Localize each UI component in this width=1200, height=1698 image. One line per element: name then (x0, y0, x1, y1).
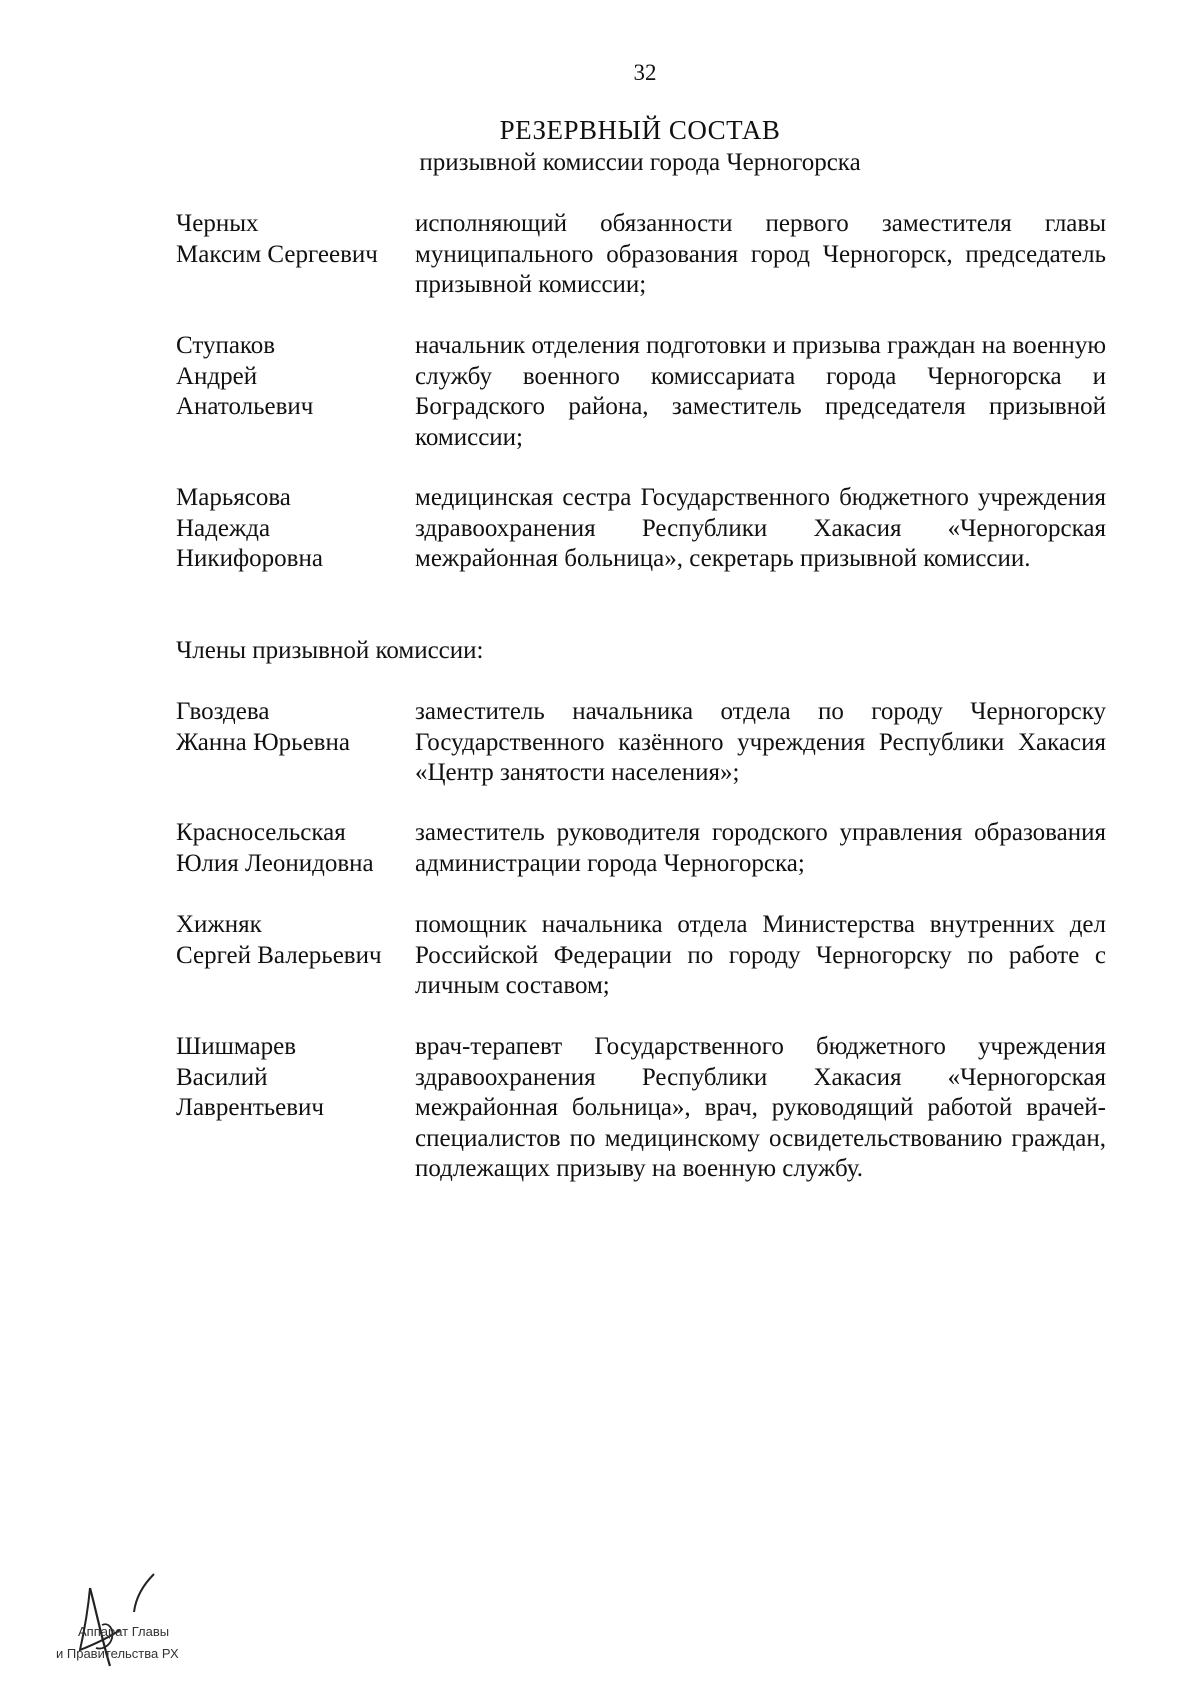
person-name (176, 697, 411, 758)
person-name (176, 331, 411, 423)
patronymic: Никифоровна (176, 545, 323, 572)
given-name: Андрей (176, 362, 258, 390)
surname: Ступаков (176, 332, 276, 359)
surname: Шишмарев (176, 1033, 296, 1060)
person-name (176, 1032, 411, 1124)
patronymic: Лаврентьевич (176, 1094, 325, 1121)
position-description: врач-терапевт Государственного бюджетного учреждения здравоохранения Республики Хакасия «Черногорская межрайонная больница», врач, руководящий работой врачей-специалистов по медицинскому освидетельствованию граждан, подлежащих призыву на военную службу. (415, 1033, 1106, 1182)
position-description: медицинская сестра Государственного бюджетного учреждения здравоохранения Республики Хакасия «Черногорская межрайонная больница», секретарь призывной комиссии. (415, 484, 1106, 572)
page-number: 32 (633, 60, 657, 85)
position-description: заместитель руководителя городского управления образования администрации города Черногорска; (415, 819, 1106, 877)
given-names: Юлия Леонидовна (176, 849, 374, 877)
surname: Марьясова (176, 484, 291, 511)
person-name (176, 483, 411, 575)
document-title: РЕЗЕРВНЫЙ СОСТАВ (499, 115, 781, 145)
position-description: помощник начальника отдела Министерства внутренних дел Российской Федерации по городу Черногорску по работе с личным составом; (415, 911, 1106, 999)
surname: Красносельская (176, 819, 346, 846)
given-name: Василий (176, 1063, 268, 1091)
given-names: Жанна Юрьевна (176, 728, 350, 756)
given-names: Максим Сергеевич (176, 240, 378, 268)
person-name (176, 818, 411, 879)
stamp-line-1: Аппарат Главы (78, 1624, 170, 1639)
patronymic: Анатольевич (176, 393, 314, 420)
members-heading: Члены призывной комиссии: (176, 637, 484, 664)
position-description: заместитель начальника отдела по городу Черногорску Государственного казённого учреждения Республики Хакасия «Центр занятости населения»; (415, 698, 1106, 786)
given-name: Надежда (176, 514, 271, 542)
person-name (176, 910, 411, 971)
person-name (176, 209, 411, 270)
position-description: исполняющий обязанности первого заместителя главы муниципального образования город Черногорск, председатель призывной комиссии; (415, 210, 1106, 298)
position-description: начальник отделения подготовки и призыва граждан на военную службу военного комиссариата города Черногорска и Боградского района, заместитель председателя призывной комиссии; (415, 332, 1106, 451)
stamp-line-2: и Правительства РХ (56, 1646, 179, 1661)
approval-stamp (50, 1570, 220, 1670)
given-names: Сергей Валерьевич (176, 941, 382, 969)
surname: Черных (176, 210, 259, 237)
surname: Хижняк (176, 911, 262, 938)
surname: Гвоздева (176, 698, 270, 725)
document-subtitle: призывной комиссии города Черногорска (419, 149, 861, 176)
